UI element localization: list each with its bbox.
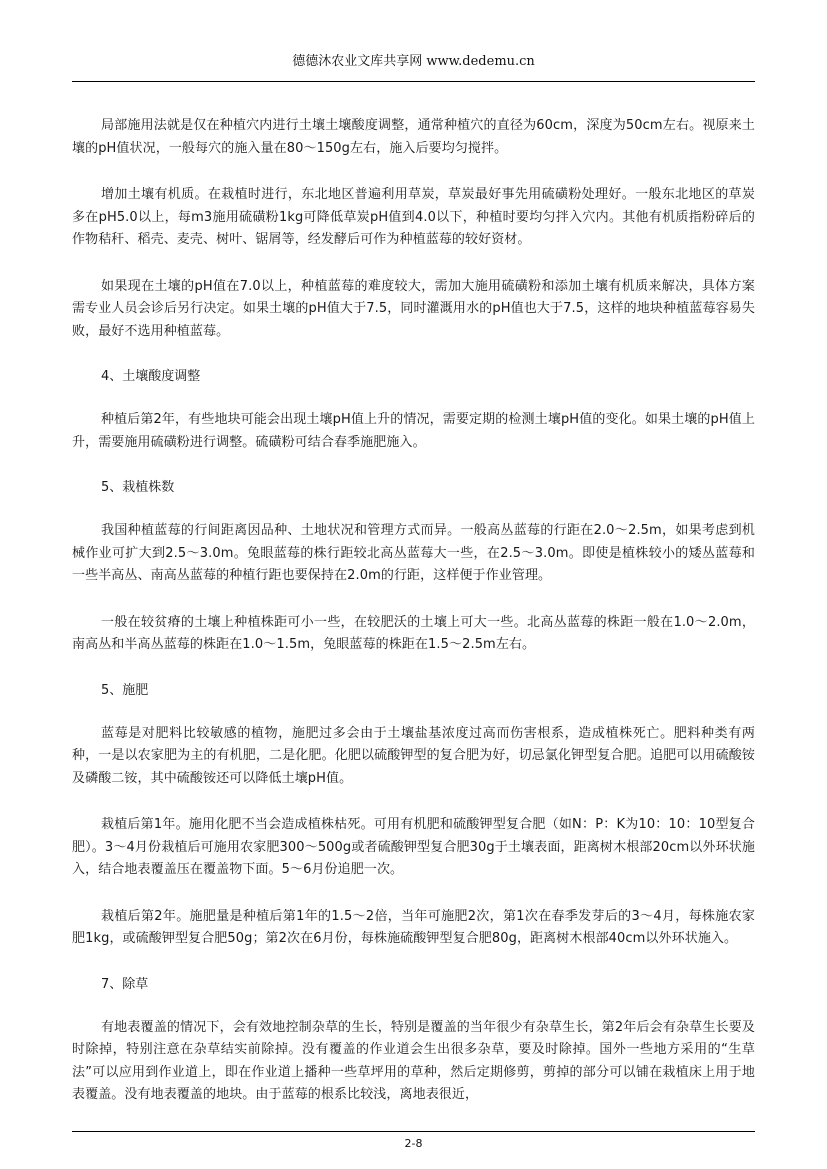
section-heading: 5、施肥 [101,682,149,698]
footer-divider [72,1131,755,1132]
paragraph: 栽植后第2年。施肥量是种植后第1年的1.5～2倍，当年可施肥2次，第1次在春季发芽后的3～4月，每株施农家肥1kg，或硫酸钾型复合肥50g；第2次在6月份，每株施硫酸钾型复合肥80g，距离树木根部40cm以外环状施入。 [72,908,755,946]
paragraph: 我国种植蓝莓的行间距离因品种、土地状况和管理方式而异。一般高丛蓝莓的行距在2.0～2.5m，如果考虑到机械作业可扩大到2.5～3.0m。兔眼蓝莓的株行距较北高丛蓝莓大一些，在2.5～3.0m。即使是植株较小的矮丛蓝莓和一些半高丛、南高丛蓝莓的种植行距也要保持在2.0m的行距，这样便于作业管理。 [72,523,755,583]
paragraph: 局部施用法就是仅在种植穴内进行土壤土壤酸度调整，通常种植穴的直径为60cm，深度为50cm左右。视原来土壤的pH值状况，一般每穴的施入量在80～150g左右，施入后要均匀搅拌。 [72,118,755,156]
page-number: 2-8 [404,1137,423,1150]
page-header: 德德沐农业文库共享网 www.dedemu.cn [292,54,535,69]
document-body [72,115,755,1131]
paragraph: 种植后第2年，有些地块可能会出现土壤pH值上升的情况，需要定期的检测土壤pH值的变化。如果土壤的pH值上升，需要施用硫磺粉进行调整。硫磺粉可结合春季施肥施入。 [72,412,755,450]
section-heading: 7、除草 [101,976,149,992]
paragraph: 蓝莓是对肥料比较敏感的植物，施肥过多会由于土壤盐基浓度过高而伤害根系，造成植株死亡。肥料种类有两种，一是以农家肥为主的有机肥，二是化肥。化肥以硫酸钾型的复合肥为好，切忌氯化钾型复合肥。追肥可以用硫酸铵及磷酸二铵，其中硫酸铵还可以降低土壤pH值。 [72,725,755,786]
section-heading: 4、土壤酸度调整 [101,369,201,384]
paragraph: 栽植后第1年。施用化肥不当会造成植株枯死。可用有机肥和硫酸钾型复合肥（如N：P：K为10：10：10型复合肥）。3～4月份栽植后可施用农家肥300～500g或者硫酸钾型复合肥30g于土壤表面，距离树木根部20cm以外环状施入，结合地表覆盖压在覆盖物下面。5～6月份追肥一次。 [72,817,755,877]
paragraph: 一般在较贫瘠的土壤上种植株距可小一些，在较肥沃的土壤上可大一些。北高丛蓝莓的株距一般在1.0～2.0m，南高丛和半高丛蓝莓的株距在1.0～1.5m，兔眼蓝莓的株距在1.5～2.5m左右。 [72,614,755,652]
paragraph: 增加土壤有机质。在栽植时进行，东北地区普遍利用草炭，草炭最好事先用硫磺粉处理好。一般东北地区的草炭多在pH5.0以上，每m3施用硫磺粉1kg可降低草炭pH值到4.0以下，种植时要均匀拌入穴内。其他有机质指粉碎后的作物秸秆、稻壳、麦壳、树叶、锯屑等，经发酵后可作为种植蓝莓的较好资材。 [72,187,755,247]
header-divider [72,81,755,82]
paragraph: 如果现在土壤的pH值在7.0以上，种植蓝莓的难度较大，需加大施用硫磺粉和添加土壤有机质来解决，具体方案需专业人员会诊后另行决定。如果土壤的pH值大于7.5，同时灌溉用水的pH值也大于7.5，这样的地块种植蓝莓容易失败，最好不选用种植蓝莓。 [72,278,755,339]
section-heading: 5、栽植株数 [101,480,175,495]
paragraph: 有地表覆盖的情况下，会有效地控制杂草的生长，特别是覆盖的当年很少有杂草生长，第2年后会有杂草生长要及时除掉，特别注意在杂草结实前除掉。没有覆盖的作业道会生出很多杂草，要及时除掉。国外一些地方采用的“生草法”可以应用到作业道上，即在作业道上播种一些草坪用的草种，然后定期修剪，剪掉的部分可以铺在栽植床上用于地表覆盖。没有地表覆盖的地块。由于蓝莓的根系比较浅，离地表很近， [72,1019,755,1102]
